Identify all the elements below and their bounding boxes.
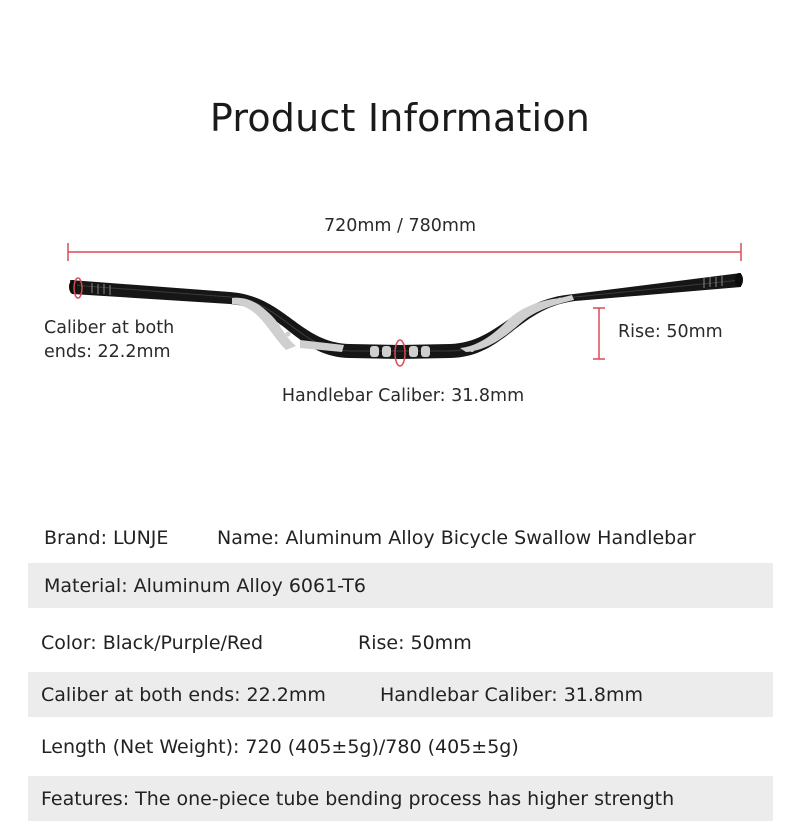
spec-rise: Rise: 50mm [358, 631, 472, 654]
width-dimension-line [68, 243, 741, 261]
width-label: 720mm / 780mm [323, 216, 476, 236]
rise-dimension-line [593, 308, 605, 359]
end-caliber-label [44, 316, 194, 364]
page-title: Product Information [209, 96, 591, 140]
spec-length: Length (Net Weight): 720 (405±5g)/780 (405±5g) [41, 735, 519, 758]
spec-row-color-rise [28, 620, 773, 665]
end-caliber-label-line1: Caliber at both [44, 318, 175, 338]
center-caliber-label: Handlebar Caliber: 31.8mm [281, 386, 525, 406]
spec-color: Color: Black/Purple/Red [41, 631, 264, 654]
spec-row-material [28, 563, 773, 608]
spec-row-length [28, 724, 773, 769]
spec-material: Material: Aluminum Alloy 6061-T6 [44, 574, 366, 597]
spec-row-features [28, 776, 773, 821]
spec-features: Features: The one-piece tube bending process has higher strength [41, 787, 675, 810]
spec-row-calibers [28, 672, 773, 717]
spec-row-brand-name [28, 515, 773, 560]
spec-brand: Brand: LUNJE [44, 526, 169, 549]
handlebar-diagram [0, 200, 800, 430]
end-caliber-label-line2: ends: 22.2mm [44, 342, 171, 362]
rise-label: Rise: 50mm [618, 322, 723, 342]
spec-handlebar-caliber: Handlebar Caliber: 31.8mm [380, 683, 644, 706]
spec-name: Name: Aluminum Alloy Bicycle Swallow Handlebar [217, 526, 696, 549]
spec-caliber-ends: Caliber at both ends: 22.2mm [41, 683, 326, 706]
